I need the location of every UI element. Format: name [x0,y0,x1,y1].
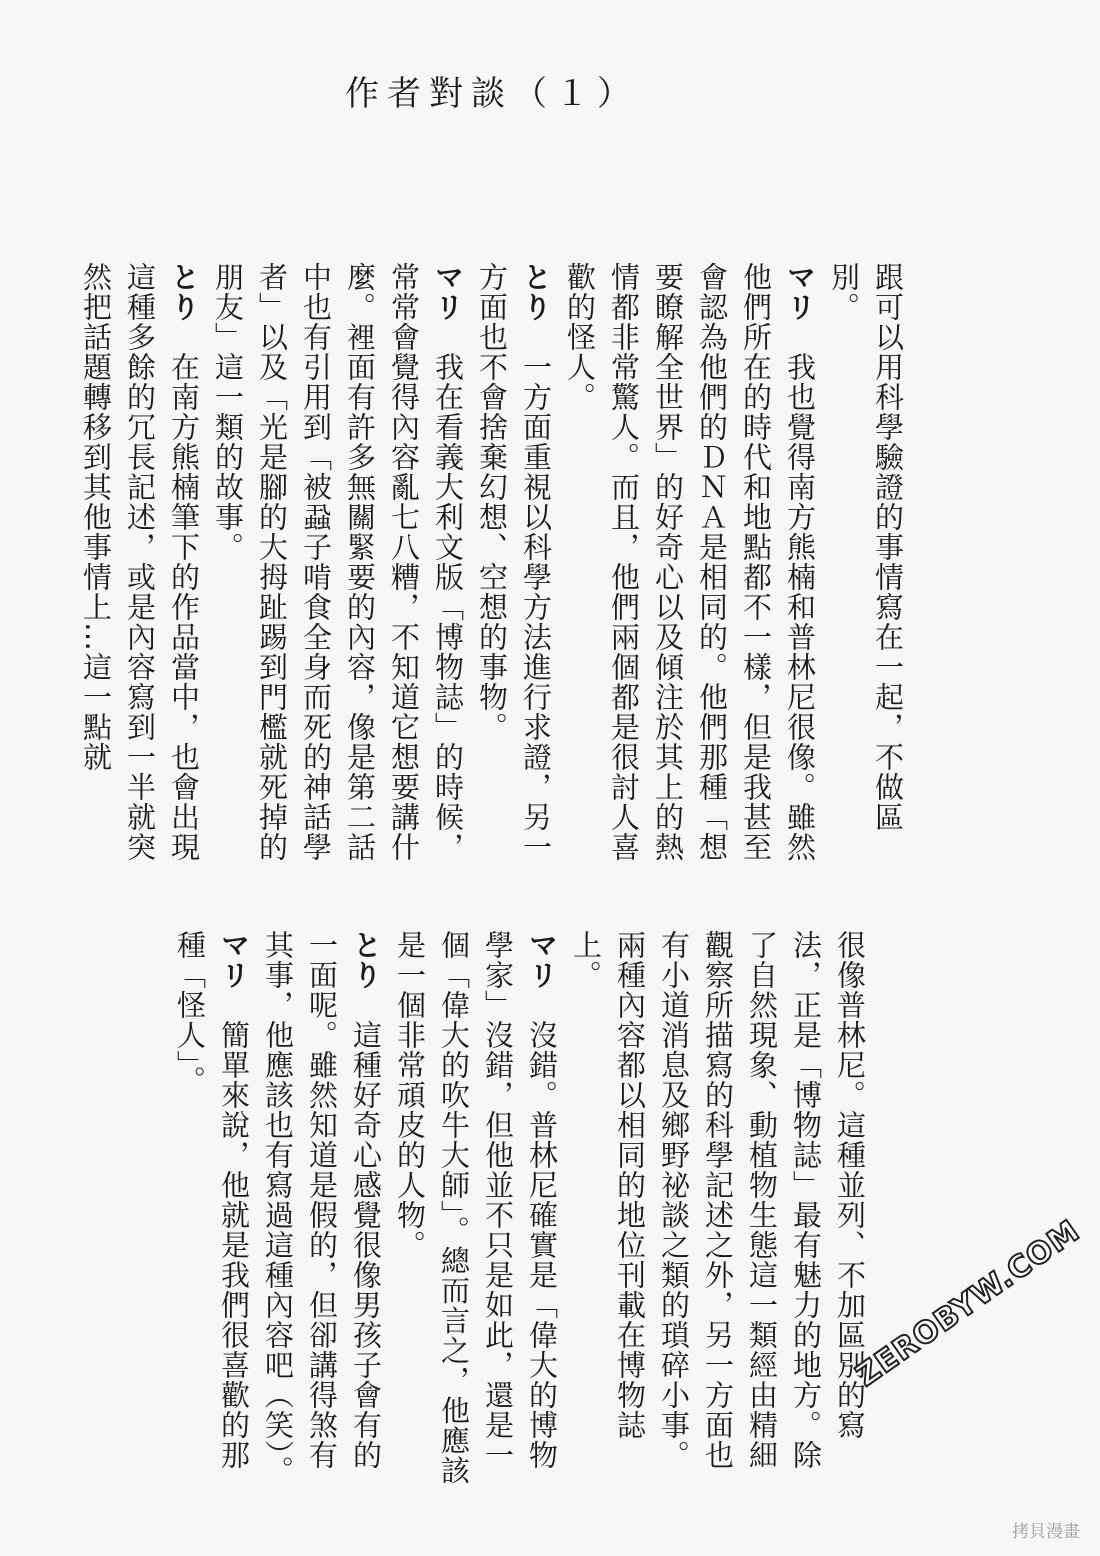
paragraph [168,930,256,1490]
speaker-label: とり [349,930,383,990]
dialogue-block-upper [74,262,910,882]
paragraph-text: 這種好奇心感覺很像男孩子會有的一面呢。雖然知道是假的，但卻講得煞有其事，他應該也有寫過這種內容吧（笑）。 [261,930,383,1486]
paragraph [206,262,470,882]
paragraph-text: 一方面重視以科學方法進行求證，另一方面也不會捨棄幻想、空想的事物。 [475,262,553,862]
speaker-label: マリ [783,262,817,322]
dialogue-block-lower [168,930,872,1490]
paragraph-text: 在南方熊楠筆下的作品當中，也會出現這種多餘的冗長記述，或是內容寫到一半就突然把話題轉移到其他事情上…這一點就 [79,262,201,862]
paragraph [558,262,822,882]
paragraph [470,262,558,882]
watermark-logo: ZEROBYW.COM [850,1213,1087,1394]
paragraph [564,930,872,1490]
paragraph-text: 沒錯。普林尼確實是「偉大的博物學家」沒錯，但他並不只是如此，還是一個「偉大的吹牛大師」。總而言之，他應該是一個非常頑皮的人物。 [393,930,559,1486]
paragraph [822,262,910,882]
page-title: 作者對談（１） [345,74,639,114]
speaker-label: マリ [217,930,251,990]
paragraph-text: 我也覺得南方熊楠和普林尼很像。雖然他們所在的時代和地點都不一樣，但是我甚至會認為他們的ＤＮＡ是相同的。他們那種「想要瞭解全世界」的好奇心以及傾注於其上的熱情都非常驚人。而且，他們兩個都是很討人喜歡的怪人。 [563,262,817,862]
speaker-label: とり [519,262,553,322]
paragraph [388,930,564,1490]
speaker-label: マリ [525,930,559,990]
site-watermark: 拷貝漫畫 [1012,1522,1080,1542]
speaker-label: マリ [431,262,465,322]
paragraph-text: 我在看義大利文版「博物誌」的時候，常常會覺得內容亂七八糟，不知道它想要講什麼。裡面有許多無關緊要的內容，像是第二話中也有引用到「被蝨子啃食全身而死的神話學者」以及「光是腳的大拇趾踢到門檻就死掉的朋友」這一類的故事。 [211,262,465,862]
paragraph-text: 跟可以用科學驗證的事情寫在一起，不做區別。 [827,262,905,832]
speaker-label: とり [167,262,201,322]
paragraph [256,930,388,1490]
paragraph [74,262,206,882]
paragraph-text: 簡單來說，他就是我們很喜歡的那種「怪人」。 [173,930,251,1470]
paragraph-text: 很像普林尼。這種並列、不加區別的寫法，正是「博物誌」最有魅力的地方。除了自然現象、動植物生態這一類經由精細觀察所描寫的科學記述之外，另一方面也有小道消息及鄉野祕談之類的瑣碎小事。兩種內容都以相同的地位刊載在博物誌上。 [569,930,867,1470]
